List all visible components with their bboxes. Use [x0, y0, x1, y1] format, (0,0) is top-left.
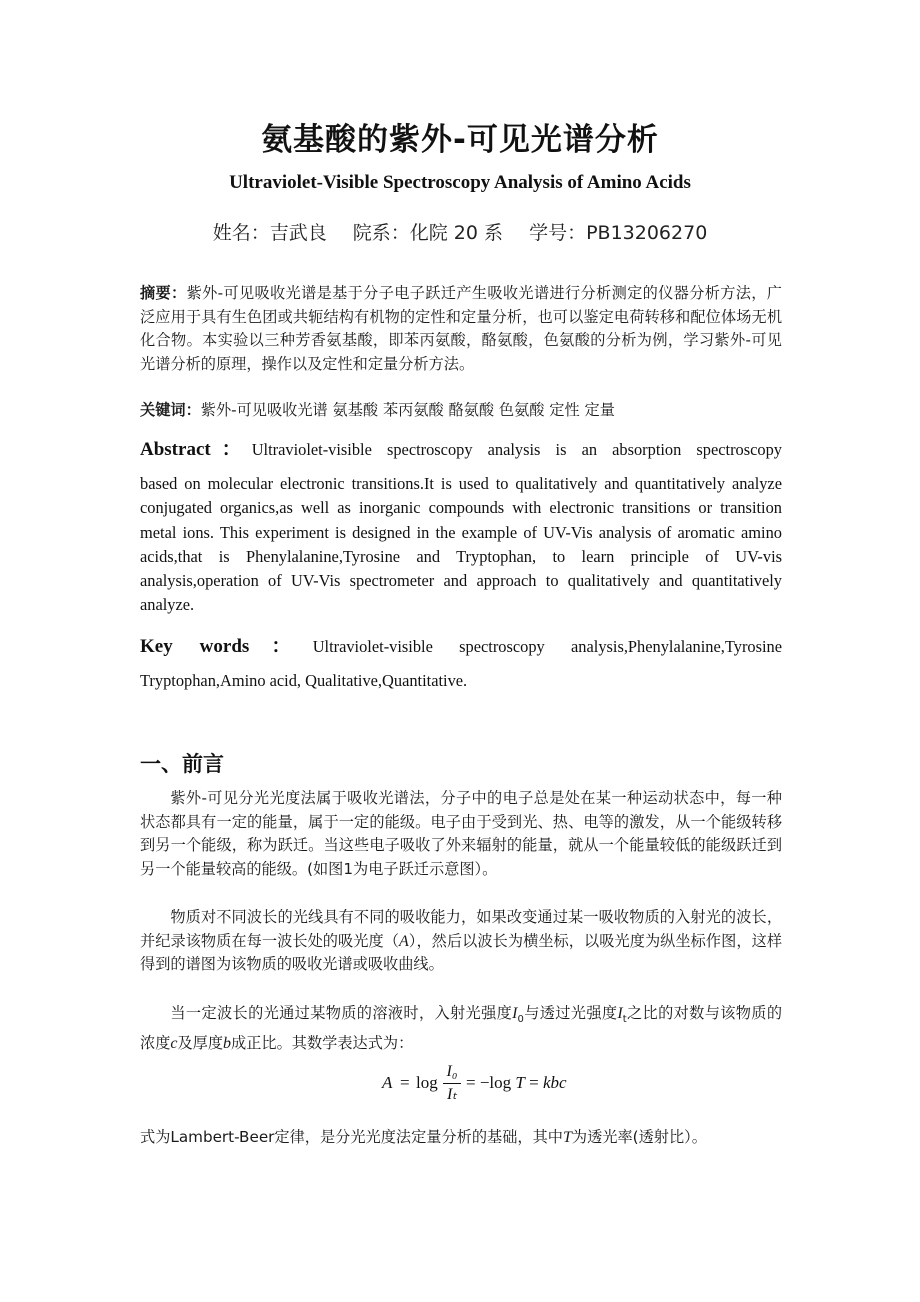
abstract-en-first-line: Abstract：Ultraviolet-visible spectroscopy analysis is an absorption spectroscopy [140, 439, 782, 460]
paragraph-2: 物质对不同波长的光线具有不同的吸收能力，如果改变通过某一吸收物质的入射光的波长，并纪录该物质在每一波长处的吸光度（A），然后以波长为横坐标，以吸光度为纵坐标作图，这样得到的谱图为该物质的吸收光谱或吸收曲线。 [140, 908, 783, 973]
document-subtitle: Ultraviolet-Visible Spectroscopy Analysis of Amino Acids [229, 172, 691, 193]
paragraph-4: 式为Lambert-Beer定律，是分光光度法定量分析的基础，其中T为透光率(透射比）。 [140, 1128, 707, 1146]
abstract-en [140, 438, 782, 617]
abstract-en-label: Abstract： [140, 439, 252, 460]
lambert-beer-formula: A = log I₀ Iₜ = −log T = kbc [382, 1063, 567, 1103]
abstract-cn [140, 282, 782, 376]
abstract-cn-label: 摘要： [140, 284, 187, 302]
keywords-cn-text: 紫外-可见吸收光谱 氨基酸 苯丙氨酸 酪氨酸 色氨酸 定性 定量 [200, 401, 615, 419]
author-line [0, 218, 920, 245]
keywords-en-text: Tryptophan,Amino acid, Qualitative,Quantitative. [140, 671, 468, 690]
paragraph-3: 当一定波长的光通过某物质的溶液时，入射光强度$I_0$与透过光强度$I_t$之比的对数与该物质的浓度c及厚度b成正比。其数学表达式为： [140, 1004, 783, 1052]
keywords-en-first-line: Key words：Ultraviolet-visible spectroscopy analysis,Phenylalanine,Tyrosine [140, 636, 782, 657]
fraction-bar [443, 1083, 461, 1084]
keywords-cn [140, 399, 782, 423]
student-id: 学号：PB13206270 [529, 222, 708, 244]
keywords-en [140, 630, 782, 698]
department: 院系：化院 20 系 [352, 222, 504, 244]
abstract-en-text: based on molecular electronic transitions.It is used to qualitatively and quantitatively analyze conjugated organics,as well as inorganic compounds with electronic transitions or transition metal ions. This experiment is designed in the example of UV-Vis analysis of aromatic amino acids,that is Phenylalanine,Tyrosine and Tryptophan, to learn principle of UV-vis analysis,operation of UV-Vis spectrometer and approach to qualitatively and quantitatively analyze. [140, 474, 782, 615]
paragraph-1: 紫外-可见分光光度法属于吸收光谱法，分子中的电子总是处在某一种运动状态中，每一种状态都具有一定的能量，属于一定的能级。电子由于受到光、热、电等的激发，从一个能级转移到另一个能级，称为跃迁。当这些电子吸收了外来辐射的能量，就从一个能量较低的能级跃迁到另一个能量较高的能级。(如图1为电子跃迁示意图）。 [140, 789, 782, 878]
section-heading-preface: 一、前言 [140, 752, 224, 776]
keywords-en-label: Key words： [140, 636, 313, 657]
absorbance-var: A [398, 932, 409, 950]
formula-fraction: I₀ Iₜ [443, 1063, 461, 1104]
keywords-cn-label: 关键词： [140, 401, 201, 419]
author-name: 姓名：吉武良 [212, 222, 327, 244]
abstract-cn-text: 紫外-可见吸收光谱是基于分子电子跃迁产生吸收光谱进行分析测定的仪器分析方法，广泛应用于具有生色团或共轭结构有机物的定性和定量分析，也可以鉴定电荷转移和配位体场无机化合物。本实验以三种芳香氨基酸，即苯丙氨酸，酪氨酸，色氨酸的分析为例，学习紫外-可见光谱分析的原理，操作以及定性和定量分析方法。 [140, 284, 782, 373]
document-title: 氨基酸的紫外-可见光谱分析 [261, 122, 659, 158]
